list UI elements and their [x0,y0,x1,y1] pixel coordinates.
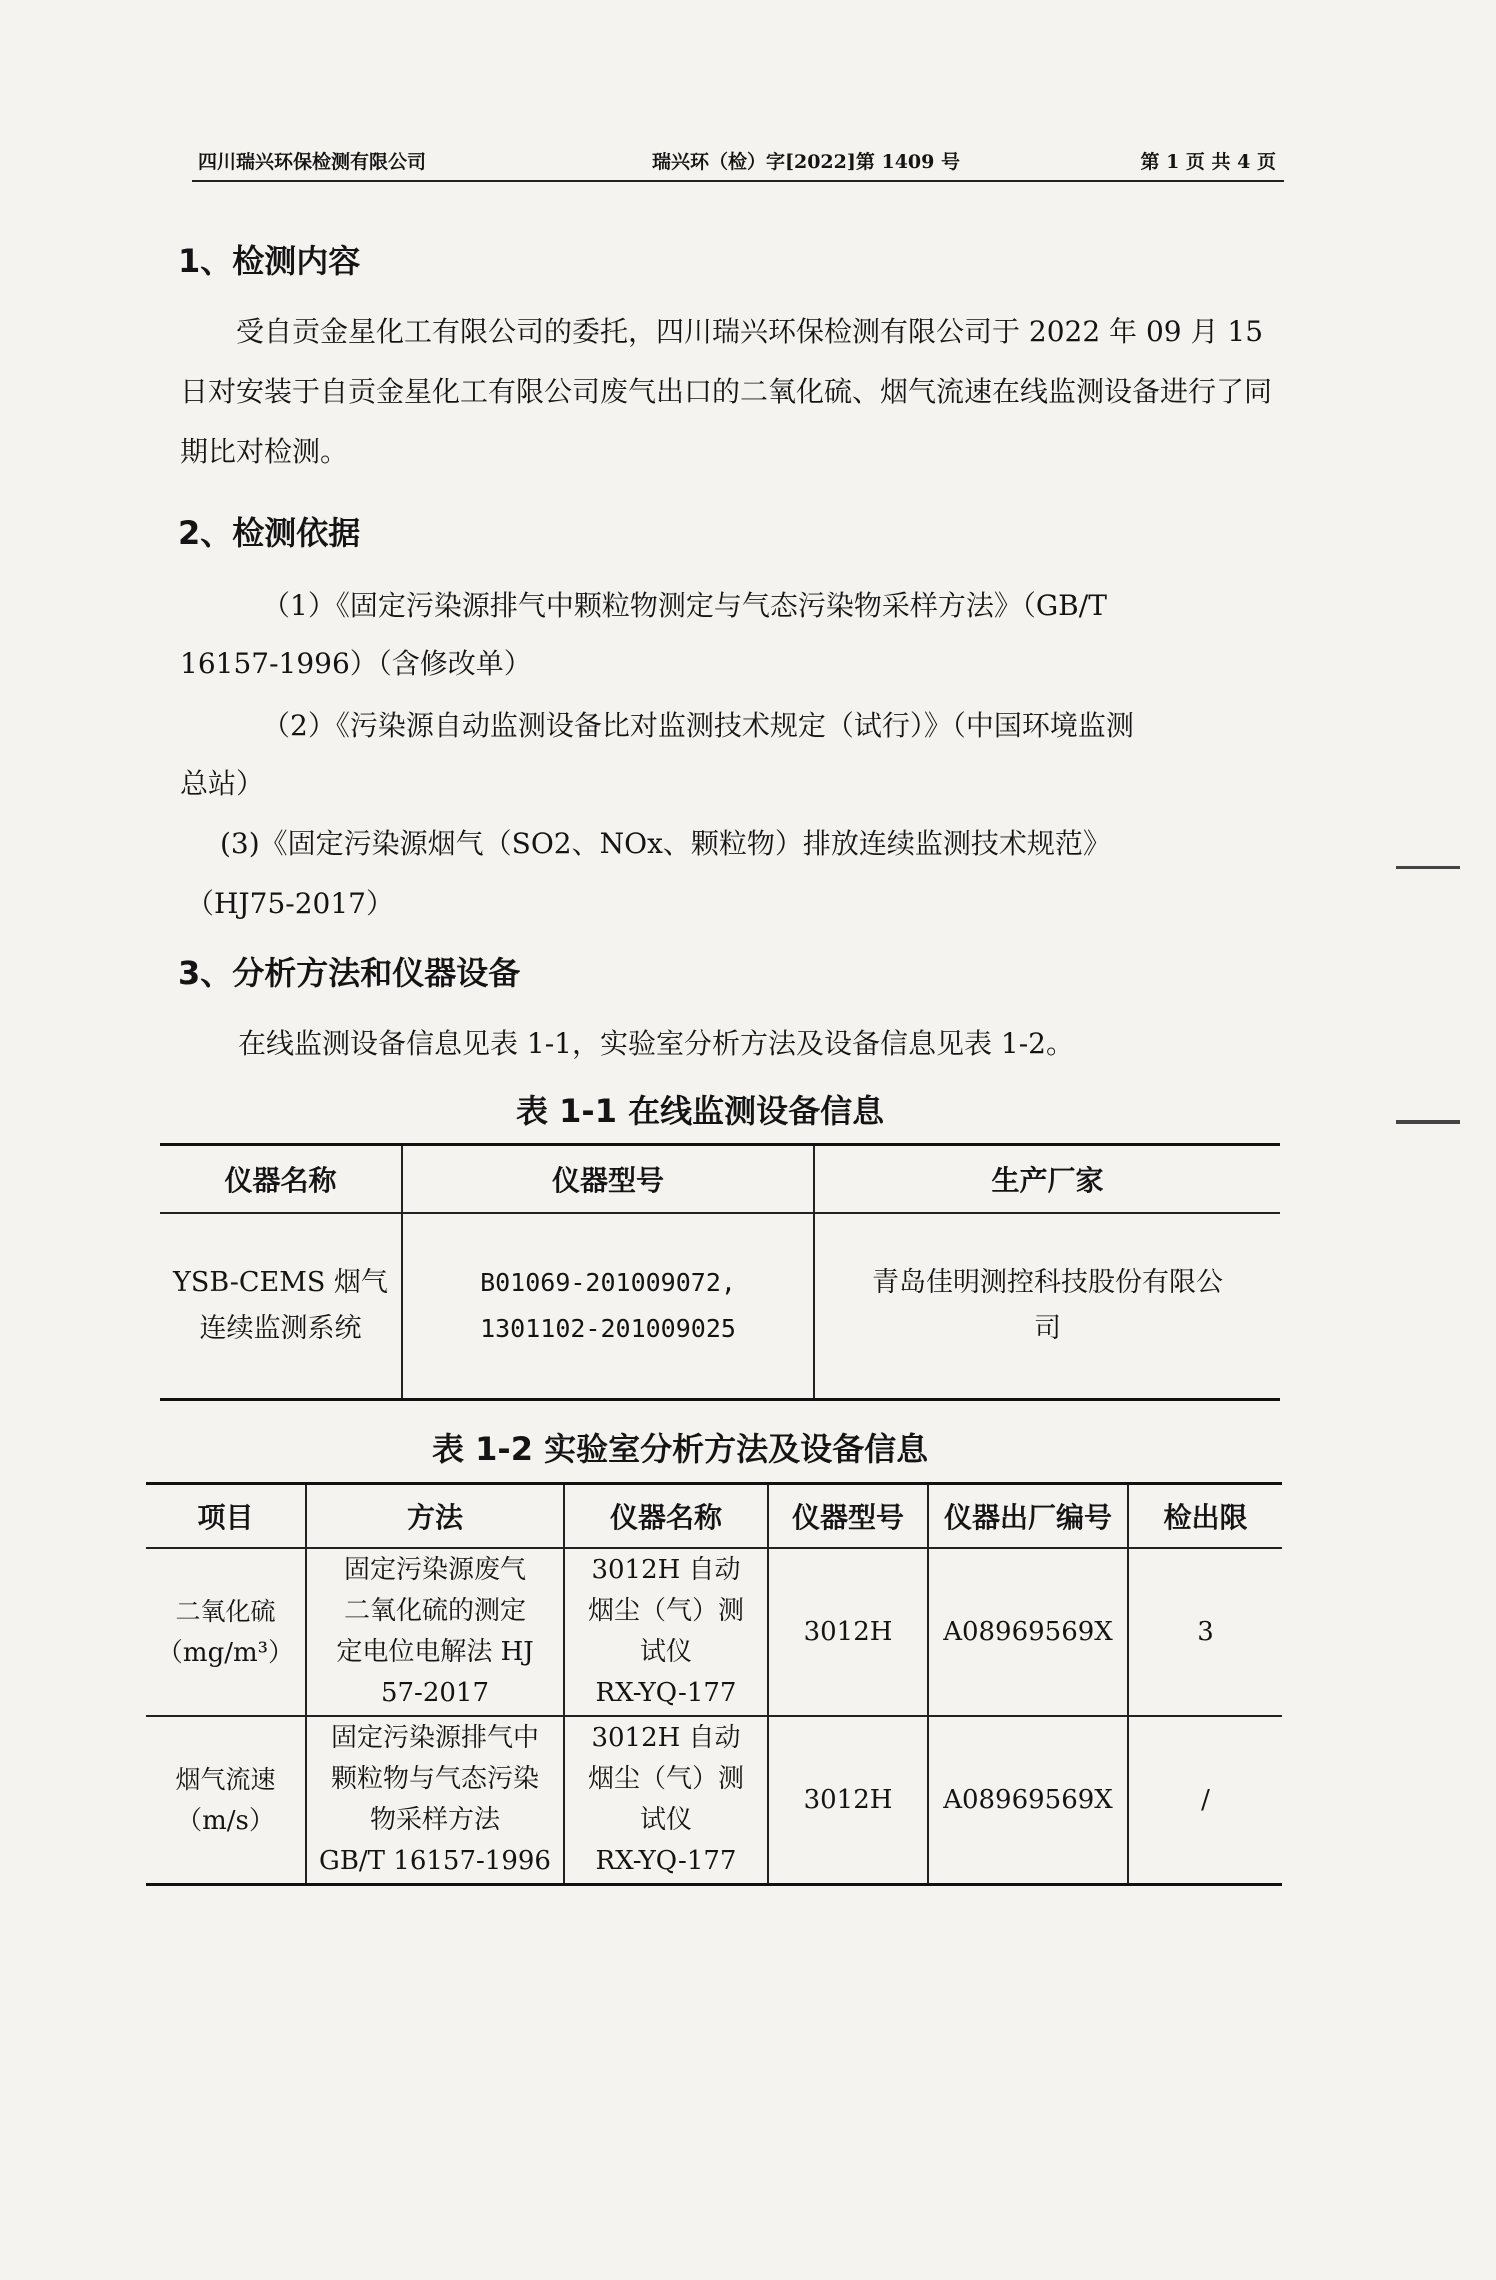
column-header: 仪器出厂编号 [928,1484,1128,1549]
cell-line: GB/T 16157-1996 [319,1846,551,1876]
cell-line: 颗粒物与气态污染 [330,1764,539,1794]
method-cell [306,1548,564,1716]
cell-line: 57-2017 [380,1678,490,1708]
cell-line: YSB-CEMS 烟气 [173,1267,388,1298]
column-header: 项目 [146,1484,306,1549]
binding-edge-mark [1396,1120,1460,1124]
column-header: 仪器名称 [564,1484,768,1549]
item-cell [146,1548,306,1716]
method-cell [306,1716,564,1885]
instrument-name-cell [564,1716,768,1885]
section-3-intro: 在线监测设备信息见表 1-1，实验室分析方法及设备信息见表 1-2。 [238,1027,1074,1060]
column-header: 仪器型号 [768,1484,928,1549]
detection-limit-cell: / [1128,1716,1282,1885]
table-header-row [146,1484,1282,1549]
online-monitoring-table [160,1143,1280,1401]
basis-1-line-1: （1）《固定污染源排气中颗粒物测定与气态污染物采样方法》（GB/T [262,589,1107,622]
item-cell [146,1716,306,1885]
instrument-model-cell [402,1213,814,1400]
cell-line: 定电位电解法 HJ [336,1637,534,1667]
basis-2-line-2: 总站） [180,767,265,800]
lab-analysis-table [146,1482,1282,1886]
header-report-number: 瑞兴环（检）字[2022]第 1409 号 [652,151,960,173]
table-header-row [160,1145,1280,1214]
cell-line: （m/s） [176,1805,275,1836]
basis-3-line-1: (3)《固定污染源烟气（SO2、NOx、颗粒物）排放连续监测技术规范》 [220,827,1111,860]
cell-line: RX-YQ-177 [595,1678,737,1708]
column-header: 仪器型号 [402,1145,814,1214]
model-cell: 3012H [768,1716,928,1885]
cell-line: 试仪 [639,1805,692,1835]
column-header: 方法 [306,1484,564,1549]
basis-1-line-2: 16157-1996）（含修改单） [180,647,532,680]
page-header [192,140,1284,182]
cell-line: 试仪 [639,1637,692,1667]
cell-line: RX-YQ-177 [595,1846,737,1876]
serial-cell: A08969569X [928,1716,1128,1885]
column-header: 仪器名称 [160,1145,402,1214]
cell-line: 司 [1034,1313,1061,1344]
model-cell: 3012H [768,1548,928,1716]
table-row [160,1213,1280,1400]
cell-line: 3012H 自动 [591,1555,741,1585]
cell-line: 1301102-201009025 [480,1314,736,1343]
section-1-text: 受自贡金星化工有限公司的委托，四川瑞兴环保检测有限公司于 2022 年 09 月 15 日对安装于自贡金星化工有限公司废气出口的二氧化硫、烟气流速在线监测设备进行了同期比对检测。 [180,315,1273,468]
column-header: 检出限 [1128,1484,1282,1549]
cell-line: 烟尘（气）测 [587,1764,744,1794]
manufacturer-cell [814,1213,1280,1400]
cell-line: 物采样方法 [369,1805,500,1835]
table-2-caption: 表 1-2 实验室分析方法及设备信息 [432,1430,929,1468]
instrument-name-cell [564,1548,768,1716]
section-3-title: 3、分析方法和仪器设备 [178,954,521,992]
cell-line: B01069-201009072, [480,1268,736,1297]
basis-3-line-2: （HJ75-2017） [186,887,394,920]
serial-cell: A08969569X [928,1548,1128,1716]
table-row [146,1548,1282,1716]
basis-2-line-1: （2）《污染源自动监测设备比对监测技术规定（试行）》（中国环境监测 [262,709,1134,742]
cell-line: 烟尘（气）测 [587,1596,744,1626]
column-header: 生产厂家 [814,1145,1280,1214]
cell-line: 二氧化硫的测定 [343,1596,526,1626]
table-row [146,1716,1282,1885]
cell-line: （mg/m³） [156,1637,295,1668]
cell-line: 烟气流速 [175,1764,276,1794]
cell-line: 二氧化硫 [175,1596,276,1626]
binding-edge-mark [1396,866,1460,869]
cell-line: 固定污染源废气 [343,1555,526,1585]
section-2-title: 2、检测依据 [178,514,361,552]
section-1-title: 1、检测内容 [178,242,361,280]
detection-limit-cell: 3 [1128,1548,1282,1716]
cell-line: 固定污染源排气中 [330,1723,539,1753]
cell-line: 3012H 自动 [591,1723,741,1753]
cell-line: 青岛佳明测控科技股份有限公 [872,1267,1223,1298]
header-company: 四川瑞兴环保检测有限公司 [198,151,427,173]
table-1-caption: 表 1-1 在线监测设备信息 [516,1092,885,1130]
instrument-name-cell [160,1213,402,1400]
cell-line: 连续监测系统 [199,1313,362,1344]
header-page-info: 第 1 页 共 4 页 [1140,151,1276,173]
